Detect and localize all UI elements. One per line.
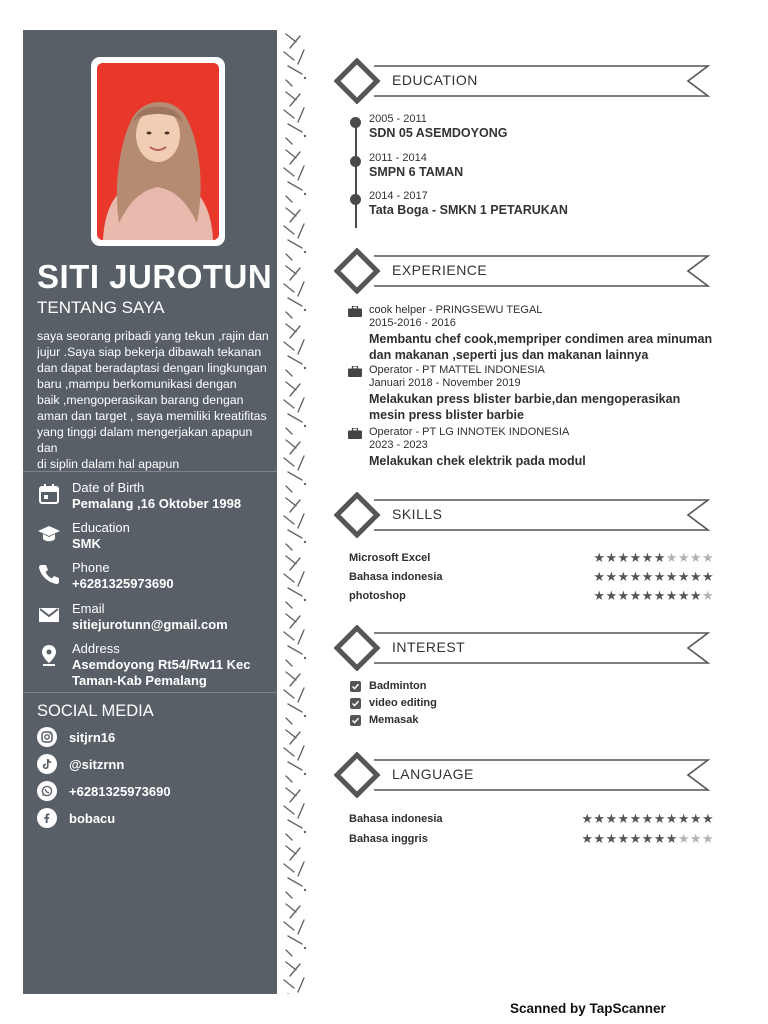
info-phone — [37, 560, 273, 598]
experience-description: Membantu chef cook,mempriper condimen area minuman dan makanan ,seperti jus dan makanan lainnya — [369, 332, 713, 362]
info-value: SMK — [72, 536, 101, 551]
social-instagram[interactable] — [37, 727, 257, 749]
star-filled-icon: ★ — [605, 551, 618, 566]
star-filled-icon: ★ — [653, 832, 666, 847]
info-address — [37, 641, 273, 688]
star-filled-icon: ★ — [665, 589, 678, 604]
star-filled-icon: ★ — [629, 570, 642, 585]
star-empty-icon: ★ — [701, 589, 714, 604]
briefcase-icon — [348, 366, 362, 377]
education-school: Tata Boga - SMKN 1 PETARUKAN — [369, 203, 568, 217]
education-years: 2011 - 2014 — [369, 152, 427, 164]
about-title: TENTANG SAYA — [37, 298, 165, 317]
education-school: SDN 05 ASEMDOYONG — [369, 126, 508, 140]
star-filled-icon: ★ — [617, 812, 630, 827]
experience-description: Melakukan chek elektrik pada modul — [369, 454, 586, 468]
star-filled-icon: ★ — [581, 832, 594, 847]
social-handle: bobacu — [69, 811, 116, 826]
section-title: LANGUAGE — [392, 766, 474, 782]
instagram-icon — [37, 727, 57, 747]
star-filled-icon: ★ — [617, 832, 630, 847]
education-header — [334, 58, 712, 104]
star-empty-icon: ★ — [677, 551, 690, 566]
social-media-title: SOCIAL MEDIA — [37, 702, 154, 720]
star-filled-icon: ★ — [653, 570, 666, 585]
profile-photo-frame — [91, 57, 225, 246]
graduation-cap-icon — [37, 522, 61, 546]
star-filled-icon: ★ — [653, 589, 666, 604]
decorative-pattern — [278, 30, 312, 994]
star-empty-icon: ★ — [689, 832, 702, 847]
section-ribbon — [334, 492, 712, 538]
location-pin-icon — [37, 643, 61, 667]
social-handle: +6281325973690 — [69, 784, 171, 799]
info-value: Asemdoyong Rt54/Rw11 Kec Taman-Kab Pemalang — [72, 657, 251, 688]
language-name: Bahasa indonesia — [349, 813, 443, 825]
star-filled-icon: ★ — [665, 812, 678, 827]
star-filled-icon: ★ — [605, 589, 618, 604]
timeline-dot — [350, 194, 361, 205]
section-ribbon — [334, 248, 712, 294]
briefcase-icon — [348, 306, 362, 317]
star-filled-icon: ★ — [593, 551, 606, 566]
interest-label: Badminton — [369, 680, 427, 692]
star-filled-icon: ★ — [689, 570, 702, 585]
skill-name: Bahasa indonesia — [349, 571, 443, 583]
star-filled-icon: ★ — [629, 589, 642, 604]
person-portrait-icon — [97, 63, 219, 240]
language-name: Bahasa inggris — [349, 833, 428, 845]
sidebar-divider — [23, 692, 277, 693]
language-header — [334, 752, 712, 798]
section-ribbon — [334, 625, 712, 671]
phone-icon — [37, 562, 61, 586]
section-ribbon — [334, 58, 712, 104]
experience-period: Januari 2018 - November 2019 — [369, 377, 521, 389]
social-handle: sitjrn16 — [69, 730, 116, 745]
star-filled-icon: ★ — [605, 570, 618, 585]
star-filled-icon: ★ — [665, 832, 678, 847]
info-email — [37, 601, 273, 639]
profile-photo — [97, 63, 219, 240]
education-school: SMPN 6 TAMAN — [369, 165, 464, 179]
experience-role: Operator - PT MATTEL INDONESIA — [369, 364, 545, 376]
about-text: saya seorang pribadi yang tekun ,rajin dan jujur .Saya siap bekerja dibawah tekanan dan dapat beradaptasi dengan lingkungan baru ,mampu berkomunikasi dengan baik ,mengoperasikan barang dengan aman dan target , saya memiliki kreatifitas yang tinggi dalam mengerjakan apapun dan di siplin dalam hal apapun — [37, 329, 269, 471]
section-title: EXPERIENCE — [392, 262, 488, 278]
language-row — [349, 832, 714, 850]
social-tiktok[interactable] — [37, 754, 257, 776]
interest-label: video editing — [369, 697, 437, 709]
education-years: 2005 - 2011 — [369, 113, 427, 125]
star-filled-icon: ★ — [641, 812, 654, 827]
star-filled-icon: ★ — [629, 551, 642, 566]
candidate-name: SITI JUROTUN — [37, 258, 273, 295]
star-filled-icon: ★ — [701, 812, 714, 827]
star-filled-icon: ★ — [677, 812, 690, 827]
whatsapp-icon — [37, 781, 57, 801]
info-label: Education — [72, 520, 130, 535]
experience-period: 2015-2016 - 2016 — [369, 317, 456, 329]
star-filled-icon: ★ — [665, 570, 678, 585]
star-filled-icon: ★ — [641, 589, 654, 604]
experience-period: 2023 - 2023 — [369, 439, 428, 451]
info-date-of-birth — [37, 480, 273, 518]
info-label: Phone — [72, 560, 110, 575]
star-filled-icon: ★ — [593, 832, 606, 847]
skill-row — [349, 570, 714, 588]
star-filled-icon: ★ — [641, 551, 654, 566]
education-item — [349, 190, 689, 228]
star-empty-icon: ★ — [701, 551, 714, 566]
info-value: Pemalang ,16 Oktober 1998 — [72, 496, 242, 511]
star-empty-icon: ★ — [665, 551, 678, 566]
star-filled-icon: ★ — [653, 551, 666, 566]
section-ribbon — [334, 752, 712, 798]
star-filled-icon: ★ — [593, 589, 606, 604]
star-filled-icon: ★ — [617, 551, 630, 566]
info-education — [37, 520, 273, 558]
skill-name: photoshop — [349, 590, 406, 602]
section-title: SKILLS — [392, 506, 443, 522]
star-filled-icon: ★ — [629, 812, 642, 827]
language-rating — [581, 832, 714, 847]
star-filled-icon: ★ — [641, 832, 654, 847]
star-filled-icon: ★ — [629, 832, 642, 847]
checkbox-checked-icon — [350, 715, 361, 726]
skill-row — [349, 551, 714, 569]
star-filled-icon: ★ — [593, 812, 606, 827]
section-title: INTEREST — [392, 639, 466, 655]
star-filled-icon: ★ — [605, 812, 618, 827]
star-filled-icon: ★ — [677, 589, 690, 604]
star-empty-icon: ★ — [701, 832, 714, 847]
interest-label: Memasak — [369, 714, 419, 726]
language-rating — [581, 812, 714, 827]
social-facebook[interactable] — [37, 808, 257, 830]
skills-header — [334, 492, 712, 538]
star-filled-icon: ★ — [653, 812, 666, 827]
star-filled-icon: ★ — [593, 570, 606, 585]
email-icon — [37, 603, 61, 627]
education-years: 2014 - 2017 — [369, 190, 428, 202]
education-item — [349, 152, 689, 190]
interest-header — [334, 625, 712, 671]
skill-row — [349, 589, 714, 607]
star-empty-icon: ★ — [689, 551, 702, 566]
section-title: EDUCATION — [392, 72, 478, 88]
checkbox-checked-icon — [350, 681, 361, 692]
sidebar — [23, 30, 277, 994]
star-filled-icon: ★ — [617, 570, 630, 585]
tiktok-icon — [37, 754, 57, 774]
info-label: Email — [72, 601, 105, 616]
sidebar-divider — [23, 471, 277, 472]
skill-name: Microsoft Excel — [349, 552, 431, 564]
timeline-dot — [350, 117, 361, 128]
info-value: +6281325973690 — [72, 576, 174, 591]
star-filled-icon: ★ — [677, 570, 690, 585]
timeline-dot — [350, 156, 361, 167]
checkbox-checked-icon — [350, 698, 361, 709]
star-filled-icon: ★ — [689, 812, 702, 827]
star-filled-icon: ★ — [701, 570, 714, 585]
star-empty-icon: ★ — [677, 832, 690, 847]
experience-role: Operator - PT LG INNOTEK INDONESIA — [369, 426, 570, 438]
social-whatsapp[interactable] — [37, 781, 257, 803]
experience-role: cook helper - PRINGSEWU TEGAL — [369, 304, 543, 316]
experience-description: Melakukan press blister barbie,dan mengoperasikan mesin press blister barbie — [369, 392, 681, 422]
experience-header — [334, 248, 712, 294]
skill-rating — [593, 589, 714, 604]
info-label: Address — [72, 641, 120, 656]
education-item — [349, 113, 689, 151]
star-filled-icon: ★ — [605, 832, 618, 847]
social-handle: @sitzrnn — [69, 757, 125, 772]
calendar-icon — [37, 482, 61, 506]
star-filled-icon: ★ — [641, 570, 654, 585]
star-filled-icon: ★ — [581, 812, 594, 827]
skill-rating — [593, 551, 714, 566]
star-filled-icon: ★ — [689, 589, 702, 604]
facebook-icon — [37, 808, 57, 828]
scanner-watermark: Scanned by TapScanner — [510, 1001, 666, 1016]
language-row — [349, 812, 714, 830]
star-filled-icon: ★ — [617, 589, 630, 604]
info-label: Date of Birth — [72, 480, 145, 495]
skill-rating — [593, 570, 714, 585]
info-value: sitiejurotunn@gmail.com — [72, 617, 228, 632]
briefcase-icon — [348, 428, 362, 439]
